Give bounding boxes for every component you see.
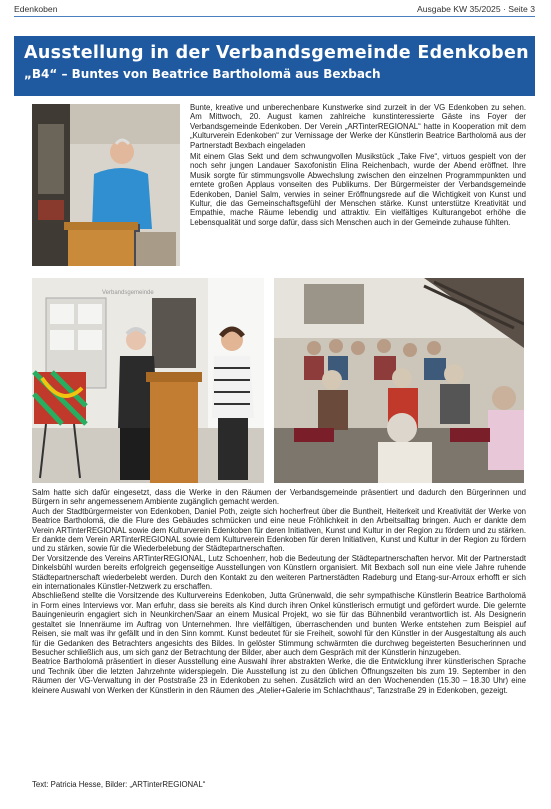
sign-text: Verbandsgemeinde: [102, 290, 154, 296]
body-paragraph: Salm hatte sich dafür eingesetzt, dass die Werke in den Räumen der Verbandsgemeinde präsentiert und dadurch den Bürgerinnen und Bürgern in sehr angemessenem Ambiente zugänglich gemacht werden.: [32, 488, 526, 507]
page-header: [14, 2, 535, 17]
intro-text: [190, 103, 526, 229]
article-subtitle: „B4“ – Buntes von Beatrice Bartholomä aus Bexbach: [24, 67, 381, 81]
photo-interview: [32, 278, 264, 483]
photo-credit: Text: Patricia Hesse, Bilder: „ARTinterREGIONAL“: [32, 780, 206, 789]
body-paragraph: Auch der Stadtbürgermeister von Edenkoben, Daniel Poth, zeigte sich hocherfreut über die Buntheit, Heiterkeit und Kreativität der Werke von Beatrice Bartholomä, die die Flure des Gebäudes schmücken und eine neue Fröhlichkeit in den Arbeitsalltag bringen. Auch er dankte dem Verein ARTinterREGIONAL sowie dem Kulturverein Edenkoben für deren Initiativen, Kunst und Kultur in der Region zu fördern und zu stärken. Er dankte dem Verein ARTinterREGIONAL sowie dem Kulturverein Edenkoben für deren Initiativen, Kunst und Kultur in der Region zu fördern und zu stärken, sowie für die Wiederbelebung der Städtepartnerschaften.: [32, 506, 526, 554]
photo-speaker: [32, 104, 180, 266]
body-text: [32, 488, 526, 695]
article-title: Ausstellung in der Verbandsgemeinde Edenkoben: [24, 43, 529, 63]
photo-audience: [274, 278, 524, 483]
article-banner: [14, 36, 535, 96]
header-issue: Ausgabe KW 35/2025 · Seite 3: [416, 4, 535, 14]
intro-paragraph: Mit einem Glas Sekt und dem schwungvollen Musikstück „Take Five“, virtuos gespielt von der noch sehr jungen Landauer Saxofonistin Elina Reichenbach, wurde der Abend eröffnet. Ihre Musik sorgte für stimmungsvolle Abwechslung zwischen den einzelnen Programmpunkten und erntete großen Applaus vonseiten des Publikums. Der Bürgermeister der Verbandsgemeinde Edenkoben, Daniel Salm, verwies in seiner Eröffnungsrede auf die Wichtigkeit von Kunst und Kultur, die das Gemeinschaftsgefühl der Menschen stärke. Kunst unterstütze Kreativität und Empathie, mache Räume lebendig und attraktiv. Ein vielfältiges Kulturangebot erhöhe die Lebensqualität und sorge dafür, dass sich Menschen auch in der Gemeinde zuhause fühlten.: [190, 152, 526, 227]
body-paragraph: Beatrice Bartholomä präsentiert in dieser Ausstellung eine Auswahl ihrer abstrakten Werke, die die Entwicklung ihrer künstlerischen Sprache und Technik über die letzten Jahrzehnte widerspiegeln. Die Ausstellung ist zu den üblichen Öffnungszeiten bis zum 19. September in den Räumen der VG-Verwaltung in der Poststraße 23 in Edenkoben zu sehen. Zusätzlich wird an den Wochenenden (15.30 – 18.30 Uhr) eine kleinere Auswahl von Werken der Künstlerin in den Räumen des „Atelier+Galerie im Schlachthaus“, Tanzstraße 29 in Edenkoben, gezeigt.: [32, 657, 526, 695]
body-paragraph: Abschließend stellte die Vorsitzende des Kulturvereins Edenkoben, Jutta Grünenwald, die sehr sympathische Künstlerin Beatrice Bartholomä in Form eines Interviews vor. Man erfuhr, dass sie bereits als Kind durch ihren Onkel künstlerisch ermutigt und gefördert wurde. Die gelernte Bauingenieurin engagiert sich in Neunkirchen/Saar an einem Musical Projekt, wo sie für das Bühnenbild verantwortlich ist. Als Designerin gestaltet sie Innenräume im Auftrag von Unternehmen. Ihre vielfältigen, überraschenden und bunten Werke entstehen zum Beispiel auf Reisen, sie malt was ihr gefällt und in den Sinn kommt. Kunst bedeutet für sie Freiheit, sowohl für den Künstler in der Ausgestaltung als auch für die Gedanken des Betrachters angesichts des Bildes. In gelöster Stimmung schwärmten die durchweg begeisterten Besucherinnen und Besucher schließlich aus, um sich ganz der Betrachtung der Bilder, aber auch dem Gespräch mit der Künstlerin hinzugeben.: [32, 591, 526, 657]
body-paragraph: Der Vorsitzende des Vereins ARTinterREGIONAL, Lutz Schoenherr, hob die Bedeutung der Städtepartnerschaften hervor. Mit der Partnerstadt Dinkelsbühl wurden bereits erfolgreich gegenseitige Ausstellungen von Künstlern organisiert. Mit Bexbach soll nun eine viele Jahre ruhende Städtepartnerschaft wiederbelebt werden. Durch den Kontakt zu den weiteren Partnerstädten Radeburg und Etang-sur-Arroux erhofft er sich ein internationales Künstler-Netzwerk zu erschaffen.: [32, 553, 526, 592]
intro-paragraph: Bunte, kreative und unberechenbare Kunstwerke sind zurzeit in der VG Edenkoben zu sehen. Am Mittwoch, 20. August kamen zahlreiche kunstinteressierte Gäste ins Foyer der Verbandsgemeinde Edenkoben. Der Verein „ARTinterREGIONAL“ hatte in Kooperation mit dem „Kulturverein Edenkoben“ zur Vernissage der Werke der Künstlerin Beatrice Bartholomä aus der Partnerstadt Bexbach eingeladen: [190, 103, 526, 150]
header-town: Edenkoben: [14, 4, 58, 14]
